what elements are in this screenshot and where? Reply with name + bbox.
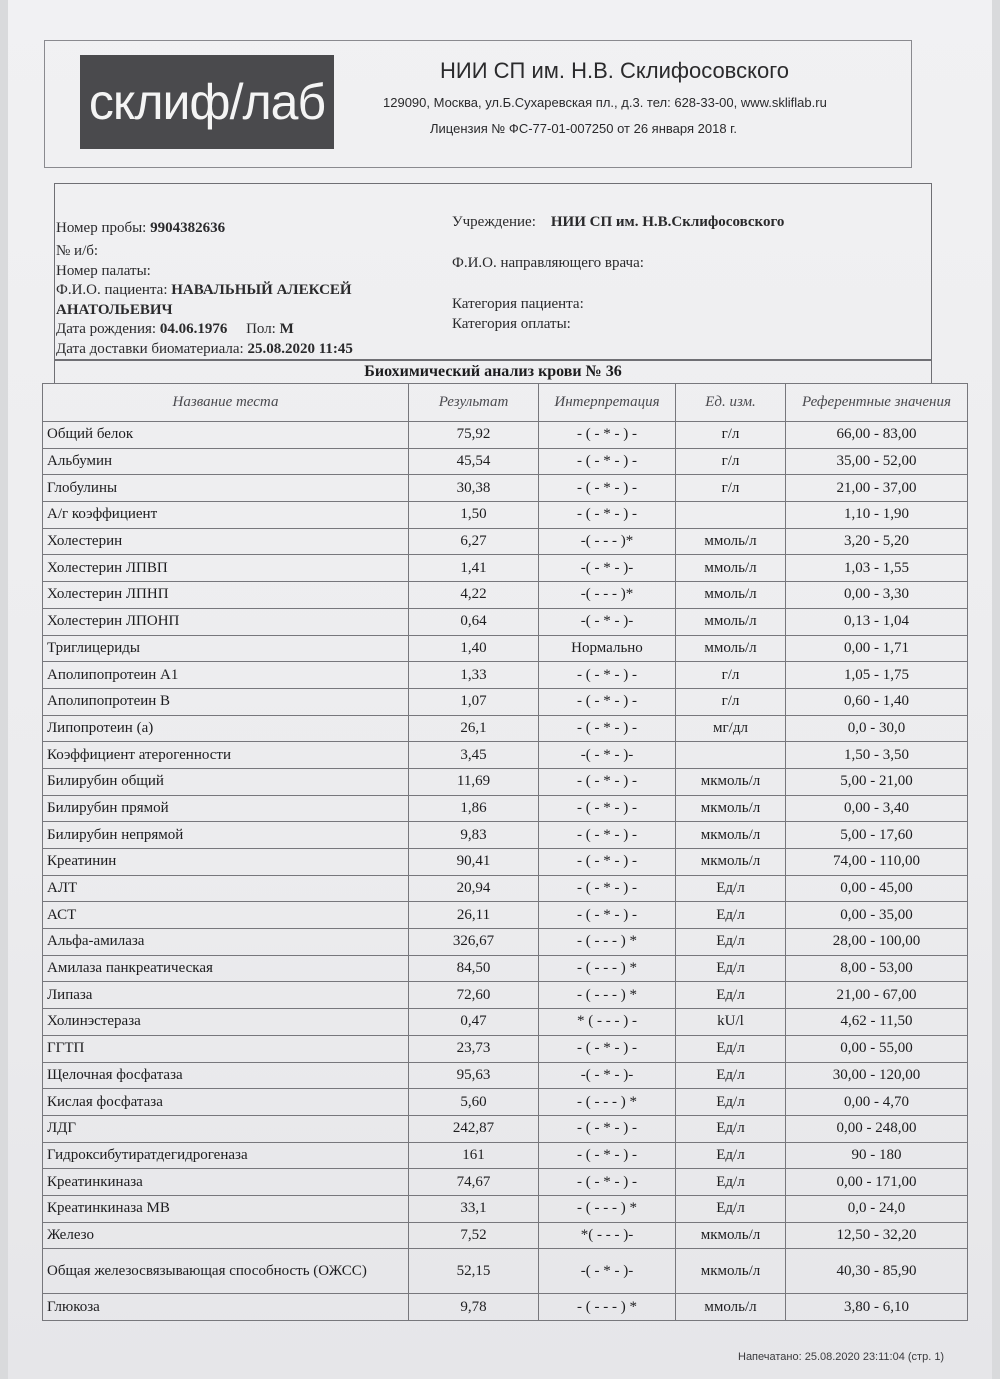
table-row <box>43 1089 968 1116</box>
test-name: Глюкоза <box>43 1294 409 1321</box>
interpretation: - ( - - - ) * <box>539 955 676 982</box>
table-header-row <box>43 384 968 422</box>
interpretation: -( - * - )- <box>539 1249 676 1294</box>
unit: г/л <box>676 448 786 475</box>
patient-name-line2: АНАТОЛЬЕВИЧ <box>56 302 173 318</box>
reference-range: 74,00 - 110,00 <box>786 849 968 876</box>
reference-range: 0,0 - 24,0 <box>786 1195 968 1222</box>
test-name: АЛТ <box>43 875 409 902</box>
interpretation: - ( - * - ) - <box>539 1169 676 1196</box>
unit: Ед/л <box>676 1035 786 1062</box>
unit: мкмоль/л <box>676 849 786 876</box>
test-name: Холестерин ЛПВП <box>43 555 409 582</box>
result-value: 26,1 <box>409 715 539 742</box>
unit: мкмоль/л <box>676 1249 786 1294</box>
interpretation: - ( - * - ) - <box>539 475 676 502</box>
test-name: Амилаза панкреатическая <box>43 955 409 982</box>
column-header-test-name: Название теста <box>43 384 409 422</box>
table-row <box>43 1142 968 1169</box>
reference-range: 90 - 180 <box>786 1142 968 1169</box>
result-value: 33,1 <box>409 1195 539 1222</box>
reference-range: 0,00 - 3,30 <box>786 582 968 609</box>
table-row <box>43 448 968 475</box>
interpretation: - ( - - - ) * <box>539 1195 676 1222</box>
test-name: Аполипопротеин А1 <box>43 662 409 689</box>
column-header-result: Результат <box>409 384 539 422</box>
interpretation: -( - - - )* <box>539 528 676 555</box>
table-row <box>43 902 968 929</box>
result-value: 1,41 <box>409 555 539 582</box>
table-row <box>43 982 968 1009</box>
unit: Ед/л <box>676 1195 786 1222</box>
table-row <box>43 582 968 609</box>
unit: ммоль/л <box>676 635 786 662</box>
reference-range: 0,13 - 1,04 <box>786 608 968 635</box>
reference-range: 66,00 - 83,00 <box>786 422 968 449</box>
test-name: Щелочная фосфатаза <box>43 1062 409 1089</box>
reference-range: 28,00 - 100,00 <box>786 929 968 956</box>
test-name: Билирубин общий <box>43 768 409 795</box>
result-value: 3,45 <box>409 742 539 769</box>
interpretation: - ( - * - ) - <box>539 1142 676 1169</box>
unit: Ед/л <box>676 929 786 956</box>
table-row <box>43 1249 968 1294</box>
table-row <box>43 475 968 502</box>
test-name: Кислая фосфатаза <box>43 1089 409 1116</box>
reference-range: 0,00 - 55,00 <box>786 1035 968 1062</box>
test-name: Липопротеин (а) <box>43 715 409 742</box>
institution: Учреждение: НИИ СП им. Н.В.Склифосовского <box>452 214 785 230</box>
unit: г/л <box>676 475 786 502</box>
test-name: Общая железосвязывающая способность (ОЖСС) <box>43 1249 409 1294</box>
interpretation: - ( - * - ) - <box>539 715 676 742</box>
test-name: А/г коэффициент <box>43 502 409 529</box>
reference-range: 3,20 - 5,20 <box>786 528 968 555</box>
result-value: 74,67 <box>409 1169 539 1196</box>
result-value: 326,67 <box>409 929 539 956</box>
unit: мкмоль/л <box>676 1222 786 1249</box>
unit: ммоль/л <box>676 608 786 635</box>
reference-range: 40,30 - 85,90 <box>786 1249 968 1294</box>
unit: мг/дл <box>676 715 786 742</box>
table-row <box>43 608 968 635</box>
unit: Ед/л <box>676 1115 786 1142</box>
result-value: 84,50 <box>409 955 539 982</box>
table-row <box>43 768 968 795</box>
column-header-interpretation: Интерпретация <box>539 384 676 422</box>
patient-name: Ф.И.О. пациента: НАВАЛЬНЫЙ АЛЕКСЕЙ <box>56 282 352 298</box>
test-name: Альбумин <box>43 448 409 475</box>
reference-range: 12,50 - 32,20 <box>786 1222 968 1249</box>
test-name: Холестерин ЛПНП <box>43 582 409 609</box>
referring-doctor-label: Ф.И.О. направляющего врача: <box>452 255 644 271</box>
reference-range: 3,80 - 6,10 <box>786 1294 968 1321</box>
test-name: Триглицериды <box>43 635 409 662</box>
result-value: 0,64 <box>409 608 539 635</box>
table-row <box>43 715 968 742</box>
interpretation: - ( - * - ) - <box>539 822 676 849</box>
table-row <box>43 422 968 449</box>
result-value: 95,63 <box>409 1062 539 1089</box>
result-value: 161 <box>409 1142 539 1169</box>
unit: Ед/л <box>676 1142 786 1169</box>
result-value: 45,54 <box>409 448 539 475</box>
test-name: Общий белок <box>43 422 409 449</box>
lab-name: НИИ СП им. Н.В. Склифосовского <box>440 58 790 83</box>
unit <box>676 502 786 529</box>
result-value: 6,27 <box>409 528 539 555</box>
reference-range: 0,00 - 3,40 <box>786 795 968 822</box>
payment-category-label: Категория оплаты: <box>452 316 571 332</box>
printed-timestamp: Напечатано: 25.08.2020 23:11:04 (стр. 1) <box>738 1351 945 1363</box>
interpretation: - ( - - - ) * <box>539 929 676 956</box>
unit: г/л <box>676 688 786 715</box>
table-row <box>43 875 968 902</box>
result-value: 23,73 <box>409 1035 539 1062</box>
test-name: ГГТП <box>43 1035 409 1062</box>
reference-range: 1,10 - 1,90 <box>786 502 968 529</box>
interpretation: - ( - - - ) * <box>539 1294 676 1321</box>
reference-range: 0,00 - 4,70 <box>786 1089 968 1116</box>
unit: Ед/л <box>676 982 786 1009</box>
unit: Ед/л <box>676 955 786 982</box>
result-value: 30,38 <box>409 475 539 502</box>
unit: г/л <box>676 422 786 449</box>
table-row <box>43 555 968 582</box>
interpretation: -( - * - )- <box>539 742 676 769</box>
table-row <box>43 929 968 956</box>
sample-number: Номер пробы: 9904382636 <box>56 220 226 236</box>
result-value: 1,33 <box>409 662 539 689</box>
interpretation: -( - * - )- <box>539 608 676 635</box>
result-value: 90,41 <box>409 849 539 876</box>
interpretation: - ( - * - ) - <box>539 422 676 449</box>
result-value: 4,22 <box>409 582 539 609</box>
reference-range: 30,00 - 120,00 <box>786 1062 968 1089</box>
unit: ммоль/л <box>676 1294 786 1321</box>
reference-range: 0,00 - 248,00 <box>786 1115 968 1142</box>
interpretation: - ( - * - ) - <box>539 662 676 689</box>
reference-range: 35,00 - 52,00 <box>786 448 968 475</box>
table-row <box>43 955 968 982</box>
reference-range: 0,00 - 171,00 <box>786 1169 968 1196</box>
unit: Ед/л <box>676 1089 786 1116</box>
table-row <box>43 662 968 689</box>
reference-range: 0,0 - 30,0 <box>786 715 968 742</box>
reference-range: 0,00 - 1,71 <box>786 635 968 662</box>
result-value: 5,60 <box>409 1089 539 1116</box>
unit: мкмоль/л <box>676 768 786 795</box>
table-row <box>43 742 968 769</box>
result-value: 9,83 <box>409 822 539 849</box>
interpretation: - ( - * - ) - <box>539 902 676 929</box>
unit: Ед/л <box>676 1169 786 1196</box>
test-name: Железо <box>43 1222 409 1249</box>
table-row <box>43 1169 968 1196</box>
unit: ммоль/л <box>676 528 786 555</box>
interpretation: -( - * - )- <box>539 555 676 582</box>
interpretation: - ( - * - ) - <box>539 502 676 529</box>
test-name: Липаза <box>43 982 409 1009</box>
result-value: 1,50 <box>409 502 539 529</box>
reference-range: 0,60 - 1,40 <box>786 688 968 715</box>
result-value: 1,86 <box>409 795 539 822</box>
table-row <box>43 1195 968 1222</box>
interpretation: -( - * - )- <box>539 1062 676 1089</box>
skliflab-logo: склиф/лаб <box>80 55 334 149</box>
interpretation: - ( - - - ) * <box>539 982 676 1009</box>
delivery-date: Дата доставки биоматериала: 25.08.2020 11:45 <box>56 341 353 357</box>
test-name: Глобулины <box>43 475 409 502</box>
interpretation: -( - - - )* <box>539 582 676 609</box>
test-name: ЛДГ <box>43 1115 409 1142</box>
result-value: 75,92 <box>409 422 539 449</box>
unit: мкмоль/л <box>676 795 786 822</box>
test-name: Аполипопротеин В <box>43 688 409 715</box>
birth-date-and-sex: Дата рождения: 04.06.1976 Пол: М <box>56 321 294 337</box>
case-number-label: № и/б: <box>56 243 99 259</box>
table-row <box>43 1009 968 1036</box>
interpretation: *( - - - )- <box>539 1222 676 1249</box>
reference-range: 0,00 - 35,00 <box>786 902 968 929</box>
test-name: Билирубин непрямой <box>43 822 409 849</box>
interpretation: - ( - * - ) - <box>539 795 676 822</box>
table-row <box>43 1035 968 1062</box>
reference-range: 1,03 - 1,55 <box>786 555 968 582</box>
interpretation: - ( - * - ) - <box>539 875 676 902</box>
results-body <box>43 422 968 1321</box>
reference-range: 1,05 - 1,75 <box>786 662 968 689</box>
table-row <box>43 1062 968 1089</box>
test-name: Холестерин ЛПОНП <box>43 608 409 635</box>
result-value: 1,40 <box>409 635 539 662</box>
unit: Ед/л <box>676 875 786 902</box>
table-row <box>43 635 968 662</box>
test-name: Коэффициент атерогенности <box>43 742 409 769</box>
unit: Ед/л <box>676 902 786 929</box>
column-header-reference: Референтные значения <box>786 384 968 422</box>
result-value: 26,11 <box>409 902 539 929</box>
interpretation: - ( - * - ) - <box>539 688 676 715</box>
table-row <box>43 795 968 822</box>
unit: kU/l <box>676 1009 786 1036</box>
reference-range: 0,00 - 45,00 <box>786 875 968 902</box>
table-row <box>43 1115 968 1142</box>
test-name: Креатинкиназа <box>43 1169 409 1196</box>
interpretation: - ( - * - ) - <box>539 849 676 876</box>
reference-range: 1,50 - 3,50 <box>786 742 968 769</box>
lab-address: 129090, Москва, ул.Б.Сухаревская пл., д.3. тел: 628-33-00, www.skliflab.ru <box>383 95 827 110</box>
table-row <box>43 1294 968 1321</box>
unit <box>676 742 786 769</box>
result-value: 20,94 <box>409 875 539 902</box>
result-value: 0,47 <box>409 1009 539 1036</box>
unit: ммоль/л <box>676 582 786 609</box>
unit: ммоль/л <box>676 555 786 582</box>
result-value: 7,52 <box>409 1222 539 1249</box>
test-name: Альфа-амилаза <box>43 929 409 956</box>
report-title: Биохимический анализ крови № 36 <box>54 359 932 384</box>
result-value: 11,69 <box>409 768 539 795</box>
table-row <box>43 502 968 529</box>
ward-number-label: Номер палаты: <box>56 263 151 279</box>
table-row <box>43 528 968 555</box>
reference-range: 8,00 - 53,00 <box>786 955 968 982</box>
interpretation: - ( - * - ) - <box>539 448 676 475</box>
result-value: 72,60 <box>409 982 539 1009</box>
reference-range: 5,00 - 21,00 <box>786 768 968 795</box>
interpretation: - ( - - - ) * <box>539 1089 676 1116</box>
interpretation: - ( - * - ) - <box>539 768 676 795</box>
test-name: АСТ <box>43 902 409 929</box>
test-name: Гидроксибутиратдегидрогеназа <box>43 1142 409 1169</box>
column-header-unit: Ед. изм. <box>676 384 786 422</box>
interpretation: - ( - * - ) - <box>539 1115 676 1142</box>
reference-range: 21,00 - 37,00 <box>786 475 968 502</box>
result-value: 52,15 <box>409 1249 539 1294</box>
test-name: Креатинин <box>43 849 409 876</box>
reference-range: 4,62 - 11,50 <box>786 1009 968 1036</box>
table-row <box>43 849 968 876</box>
reference-range: 5,00 - 17,60 <box>786 822 968 849</box>
table-row <box>43 688 968 715</box>
interpretation: * ( - - - ) - <box>539 1009 676 1036</box>
results-table <box>42 383 968 1321</box>
reference-range: 21,00 - 67,00 <box>786 982 968 1009</box>
test-name: Креатинкиназа МВ <box>43 1195 409 1222</box>
unit: мкмоль/л <box>676 822 786 849</box>
test-name: Холинэстераза <box>43 1009 409 1036</box>
table-row <box>43 822 968 849</box>
test-name: Билирубин прямой <box>43 795 409 822</box>
interpretation: - ( - * - ) - <box>539 1035 676 1062</box>
interpretation: Нормально <box>539 635 676 662</box>
result-value: 1,07 <box>409 688 539 715</box>
unit: Ед/л <box>676 1062 786 1089</box>
result-value: 242,87 <box>409 1115 539 1142</box>
lab-license: Лицензия № ФС-77-01-007250 от 26 января 2018 г. <box>430 121 737 136</box>
unit: г/л <box>676 662 786 689</box>
result-value: 9,78 <box>409 1294 539 1321</box>
table-row <box>43 1222 968 1249</box>
test-name: Холестерин <box>43 528 409 555</box>
patient-category-label: Категория пациента: <box>452 296 584 312</box>
